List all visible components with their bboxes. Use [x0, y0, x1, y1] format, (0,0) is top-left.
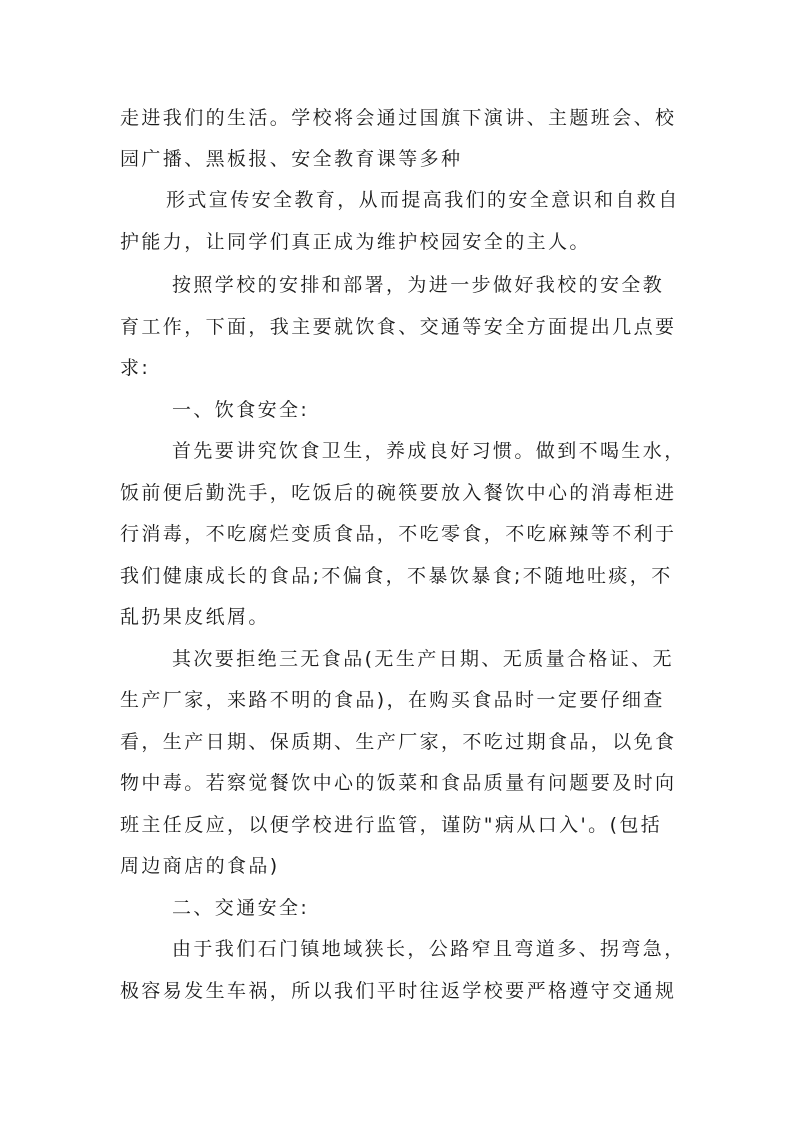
text-line: 护能力，让同学们真正成为维护校园安全的主人。 [120, 231, 591, 253]
text-line: 极容易发生车祸，所以我们平时往返学校要严格遵守交通规 [120, 980, 677, 1002]
text-line: 行消毒，不吃腐烂变质食品，不吃零食，不吃麻辣等不利于 [120, 523, 677, 545]
text-line: 首先要讲究饮食卫生，养成良好习惯。做到不喝生水， [172, 440, 686, 462]
section-heading: 一、饮食安全: [172, 399, 310, 421]
text-line: 走进我们的生活。学校将会通过国旗下演讲、主题班会、校 [120, 107, 677, 129]
text-line: 园广播、黑板报、安全教育课等多种 [120, 148, 463, 170]
text-line: 按照学校的安排和部署，为进一步做好我校的安全教 [172, 274, 665, 296]
text-line: 周边商店的食品) [120, 855, 280, 877]
text-line: 我们健康成长的食品;不偏食，不暴饮暴食;不随地吐痰，不 [120, 565, 673, 587]
text-line: 由于我们石门镇地域狭长，公路窄且弯道多、拐弯急， [172, 938, 686, 960]
text-line: 饭前便后勤洗手，吃饭后的碗筷要放入餐饮中心的消毒柜进 [120, 482, 677, 504]
text-line: 乱扔果皮纸屑。 [120, 606, 270, 628]
section-heading: 二、交通安全: [172, 897, 310, 919]
text-line: 物中毒。若察觉餐饮中心的饭菜和食品质量有问题要及时向 [120, 772, 677, 794]
text-line: 育工作，下面，我主要就饮食、交通等安全方面提出几点要 [120, 316, 677, 338]
text-line: 班主任反应，以便学校进行监管，谨防"病从口入'。(包括 [120, 814, 663, 836]
text-line: 其次要拒绝三无食品(无生产日期、无质量合格证、无 [172, 648, 675, 670]
text-line: 生产厂家，来路不明的食品)，在购买食品时一定要仔细查 [120, 689, 665, 711]
text-line: 求: [120, 357, 151, 379]
text-line: 看，生产日期、保质期、生产厂家，不吃过期食品，以免食 [120, 731, 677, 753]
text-line: 形式宣传安全教育，从而提高我们的安全意识和自救自 [166, 189, 680, 211]
